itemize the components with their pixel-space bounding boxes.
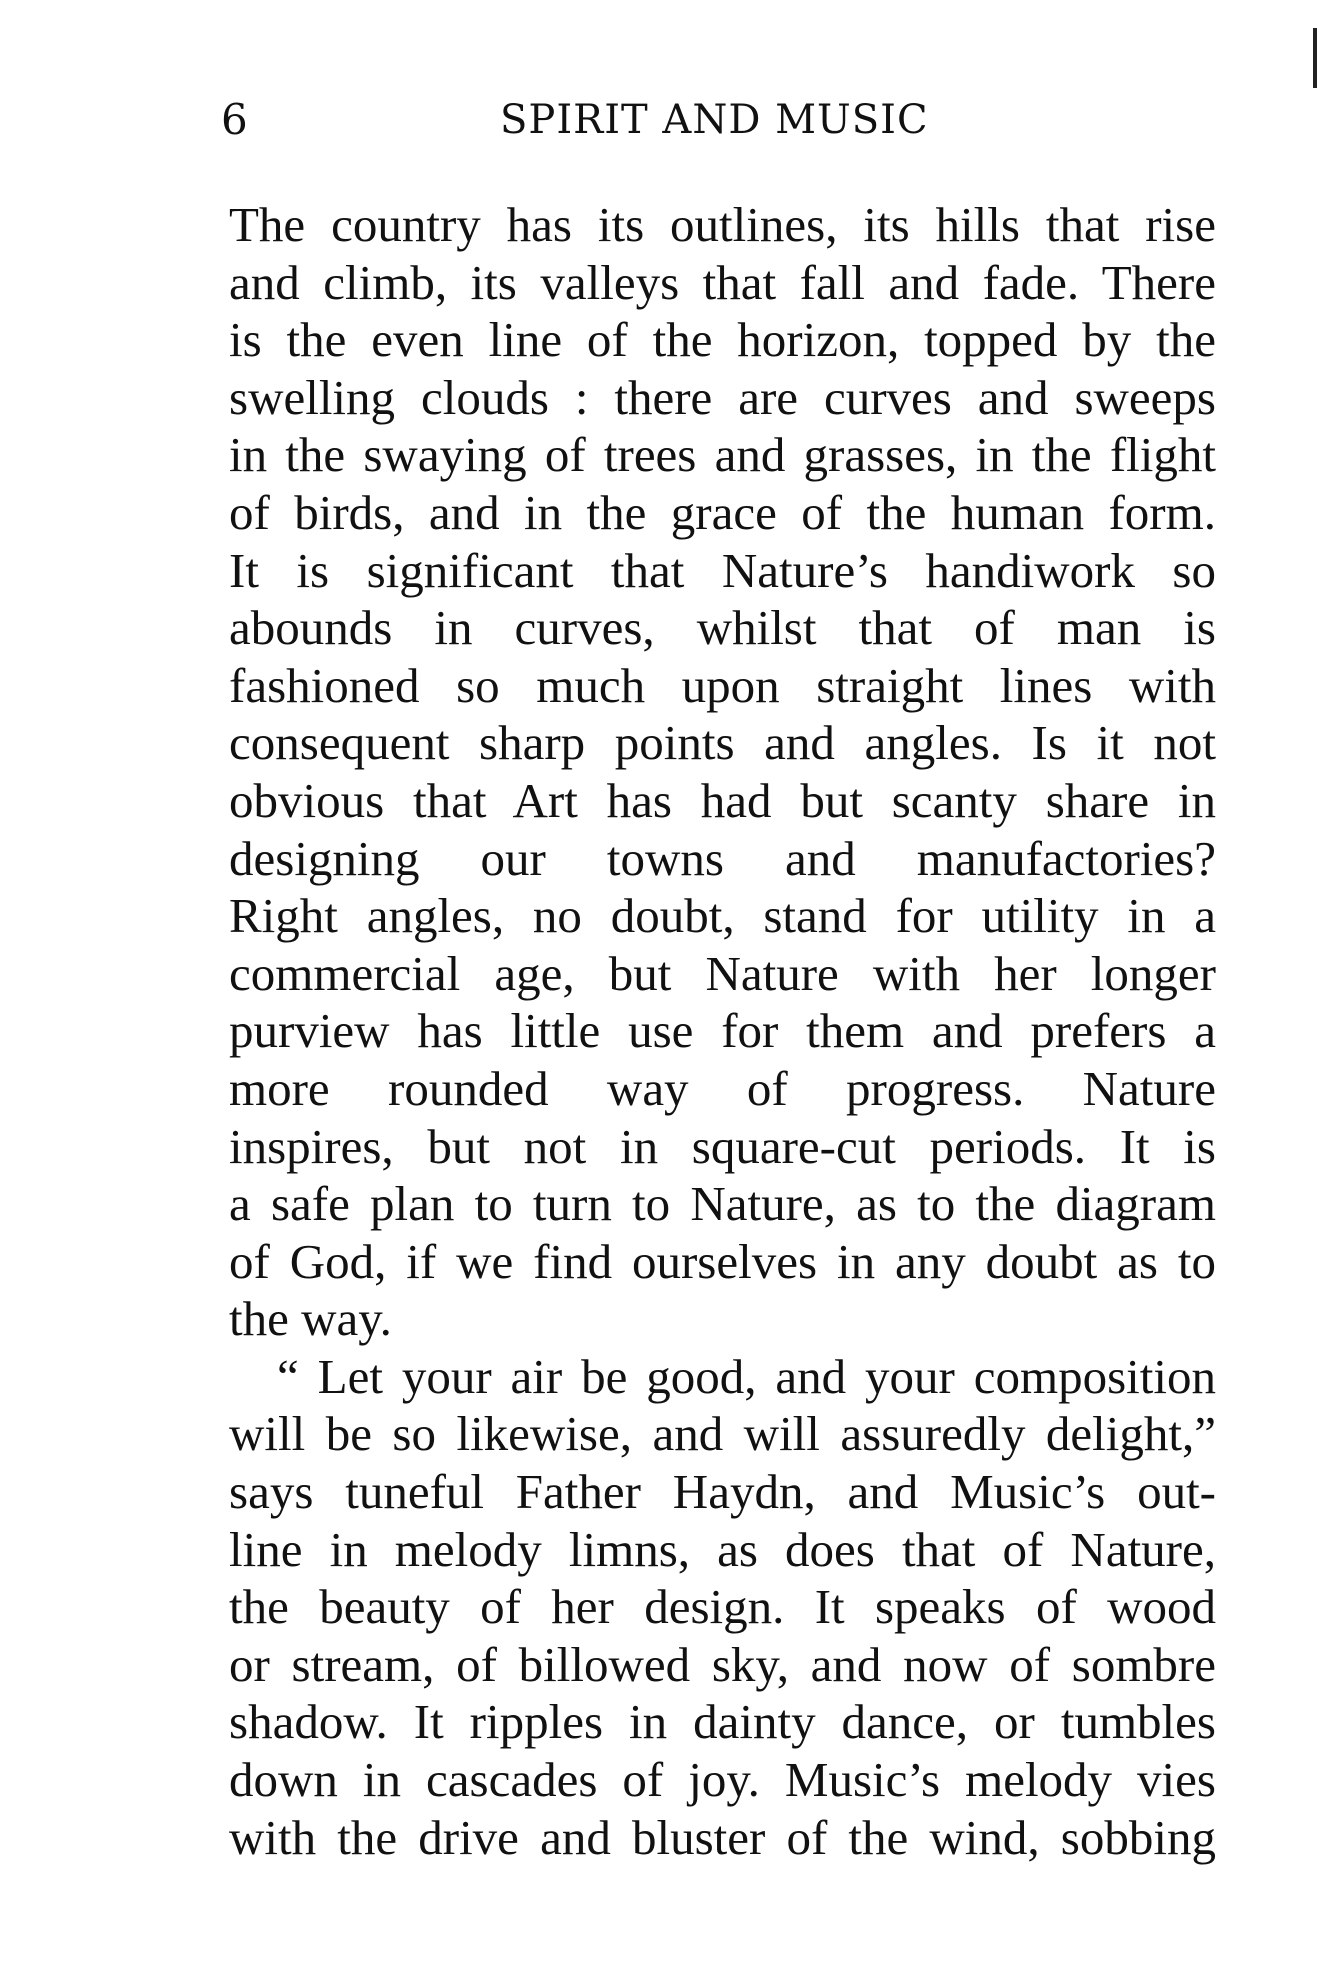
text-line: of God, if we find ourselves in any doubt as to [229,1233,1216,1289]
text-line: a safe plan to turn to Nature, as to the diagram [229,1176,1216,1232]
text-line: the beauty of her design. It speaks of wood [229,1579,1216,1635]
text-line: says tuneful Father Haydn, and Music’s out- [229,1464,1216,1520]
text-line: abounds in curves, whilst that of man is [229,600,1216,656]
text-line: shadow. It ripples in dainty dance, or tumbles [229,1694,1216,1750]
running-title: SPIRIT AND MUSIC [500,97,929,143]
text-line: the way. [229,1291,392,1347]
text-line: or stream, of billowed sky, and now of sombre [229,1636,1216,1692]
text-line: fashioned so much upon straight lines with [229,657,1216,713]
text-line: swelling clouds : there are curves and sweeps [229,369,1216,425]
text-line: will be so likewise, and will assuredly delight,” [229,1406,1216,1462]
text-line: line in melody limns, as does that of Nature, [229,1521,1216,1577]
text-line: obvious that Art has had but scanty share in [229,772,1216,828]
text-line: commercial age, but Nature with her longer [229,945,1216,1001]
text-line: purview has little use for them and prefers a [229,1003,1216,1059]
text-line: down in cascades of joy. Music’s melody vies [229,1752,1216,1808]
page-edge-mark [1313,28,1317,88]
paragraph-2 [229,1348,1216,1866]
text-line: designing our towns and manufactories? [229,830,1216,886]
paragraph-1 [229,196,1216,1348]
text-line: The country has its outlines, its hills that rise [229,197,1216,252]
text-line: inspires, but not in square-cut periods. It is [229,1118,1216,1174]
text-line: It is significant that Nature’s handiwork so [229,542,1216,598]
text-line: with the drive and bluster of the wind, sobbing [229,1809,1216,1865]
body-text [229,196,1216,1866]
text-line: is the even line of the horizon, topped by the [229,312,1216,368]
text-line: of birds, and in the grace of the human form. [229,484,1216,540]
text-line: in the swaying of trees and grasses, in the flight [229,427,1216,483]
text-line: “ Let your air be good, and your composition [277,1348,1216,1404]
text-line: Right angles, no doubt, stand for utility in a [229,888,1216,944]
text-line: consequent sharp points and angles. Is it not [229,715,1216,771]
text-line: and climb, its valleys that fall and fade. There [229,254,1216,310]
text-line: more rounded way of progress. Nature [229,1060,1216,1116]
page-number: 6 [221,95,248,144]
